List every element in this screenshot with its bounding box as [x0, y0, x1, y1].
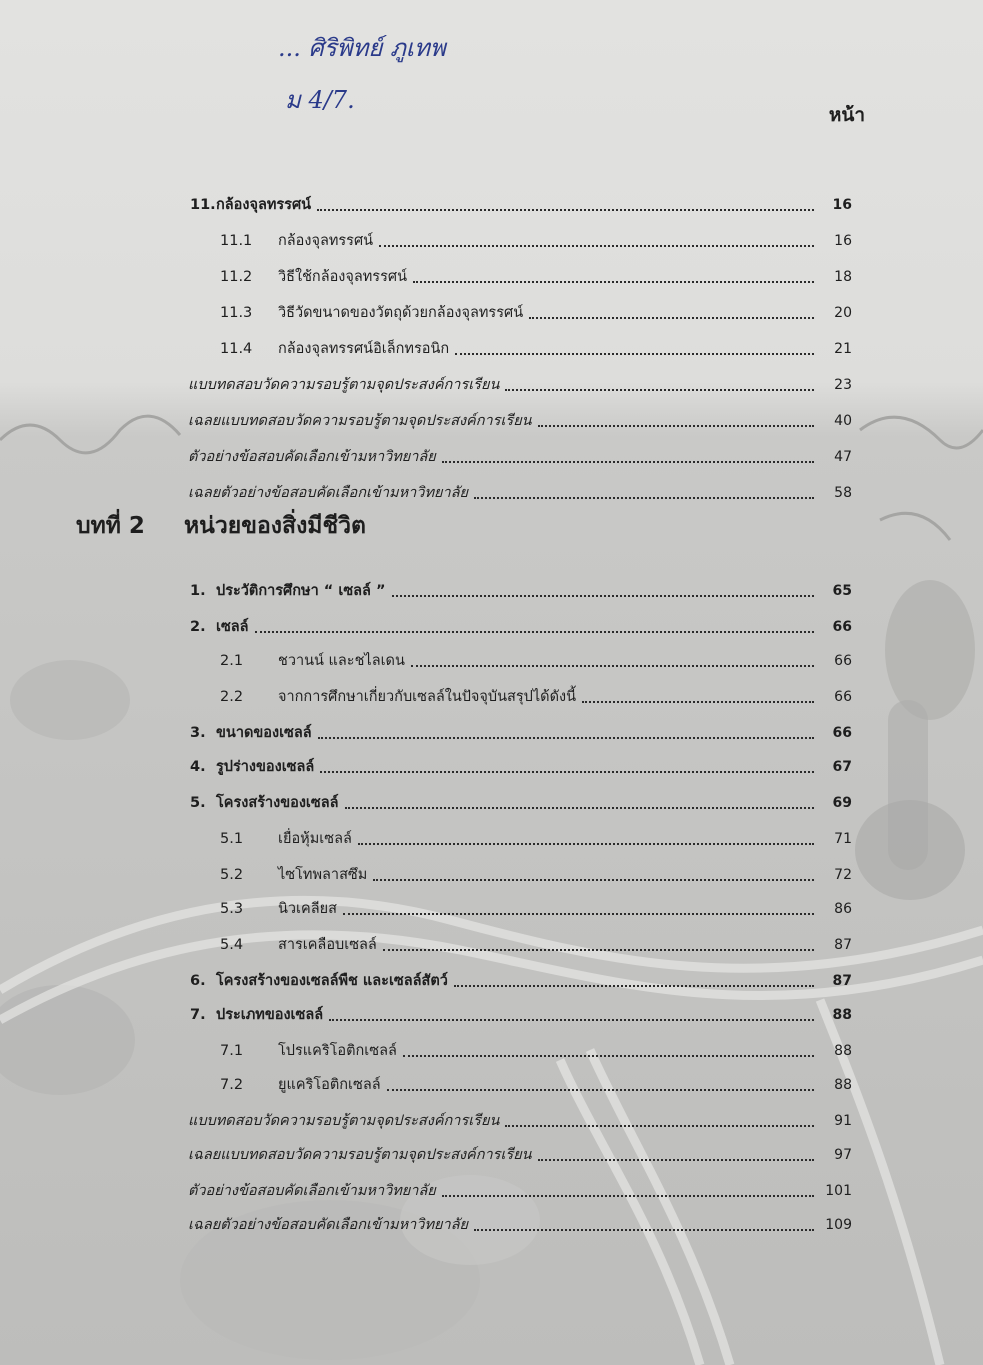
toc-entry-title: ขนาดของเซลล์: [216, 725, 312, 741]
dot-leader: [358, 840, 814, 845]
handwritten-name: ... ศิริพิทย์ ภูเทพ: [278, 34, 446, 62]
dot-leader: [474, 1226, 814, 1231]
toc-entry-number: 5.2: [220, 867, 244, 883]
toc-entry-title: เฉลยตัวอย่างข้อสอบคัดเลือกเข้ามหาวิทยาลัย: [188, 1217, 469, 1233]
dot-leader: [538, 1156, 814, 1161]
toc-entry-page: 40: [834, 413, 852, 429]
toc-entry-number: 11.3: [220, 305, 253, 321]
dot-leader: [505, 1122, 814, 1127]
toc-entry-title: โครงสร้างของเซลล์: [216, 795, 339, 811]
toc-entry-title: เฉลยแบบทดสอบวัดความรอบรู้ตามจุดประสงค์การเรียน: [188, 1147, 532, 1163]
toc-entry-number: 4.: [190, 759, 206, 775]
toc-entry-number: 2.: [190, 619, 206, 635]
toc-entry-number: 7.1: [220, 1043, 244, 1059]
toc-entry-title: แบบทดสอบวัดความรอบรู้ตามจุดประสงค์การเรียน: [188, 1113, 500, 1129]
toc-entry-title: วิธีวัดขนาดของวัตถุด้วยกล้องจุลทรรศน์: [278, 305, 524, 321]
toc-entry-number: 11.2: [220, 269, 253, 285]
toc-entry: [190, 576, 852, 600]
toc-entry: [220, 298, 852, 322]
toc-entry: [220, 1070, 852, 1094]
toc-entry-page: 69: [832, 795, 852, 811]
toc-entry: [190, 190, 852, 214]
toc-entry: [220, 262, 852, 286]
toc-entry: [220, 646, 852, 670]
dot-leader: [329, 1016, 814, 1021]
dot-leader: [387, 1086, 814, 1091]
dot-leader: [413, 278, 814, 283]
handwritten-class: ม 4/7.: [285, 86, 355, 114]
toc-entry-title: กล้องจุลทรรศน์: [278, 233, 374, 249]
toc-entry-title: ยูแคริโอติกเซลล์: [278, 1077, 381, 1093]
toc-entry-page: 87: [834, 937, 852, 953]
toc-entry-title: จากการศึกษาเกี่ยวกับเซลล์ในปัจจุบันสรุปได้ดังนี้: [278, 689, 577, 705]
toc-entry-number: 7.: [190, 1007, 206, 1023]
toc-entry: [220, 1036, 852, 1060]
toc-entry-number: 3.: [190, 725, 206, 741]
toc-entry: [190, 788, 852, 812]
toc-entry: [190, 612, 852, 636]
toc-entry: [190, 1000, 852, 1024]
toc-entry: [220, 824, 852, 848]
toc-entry-title: เยื่อหุ้มเซลล์: [278, 831, 352, 847]
toc-entry-page: 66: [834, 653, 852, 669]
toc-entry-number: 5.: [190, 795, 206, 811]
toc-entry-title: ประวัติการศึกษา “ เซลล์ ”: [216, 583, 386, 599]
toc-entry-number: 11.: [190, 197, 216, 213]
toc-entry-page: 97: [834, 1147, 852, 1163]
toc-entry-number: 2.1: [220, 653, 244, 669]
dot-leader: [392, 592, 814, 597]
toc-entry: [188, 1210, 852, 1234]
toc-entry-title: นิวเคลียส: [278, 901, 337, 917]
toc-entry-title: เซลล์: [216, 619, 249, 635]
dot-leader: [454, 982, 814, 987]
toc-entry-page: 88: [834, 1077, 852, 1093]
toc-entry-page: 71: [834, 831, 852, 847]
toc-entry-page: 88: [834, 1043, 852, 1059]
dot-leader: [582, 698, 814, 703]
toc-entry-page: 67: [832, 759, 852, 775]
dot-leader: [403, 1052, 814, 1057]
toc-entry: [220, 682, 852, 706]
dot-leader: [538, 422, 814, 427]
dot-leader: [411, 662, 814, 667]
toc-entry-title: กล้องจุลทรรศน์อิเล็กทรอนิก: [278, 341, 450, 357]
toc-entry-title: เฉลยตัวอย่างข้อสอบคัดเลือกเข้ามหาวิทยาลัย: [188, 485, 469, 501]
dot-leader: [255, 628, 814, 633]
toc-entry: [220, 226, 852, 250]
toc-entry-title: ไซโทพลาสซึม: [278, 867, 368, 883]
chapter-label: บทที่ 2: [76, 513, 145, 539]
toc-entry-title: ประเภทของเซลล์: [216, 1007, 324, 1023]
toc-entry-title: กล้องจุลทรรศน์: [216, 197, 312, 213]
toc-entry-page: 58: [834, 485, 852, 501]
dot-leader: [383, 946, 814, 951]
dot-leader: [317, 206, 814, 211]
toc-entry: [190, 966, 852, 990]
toc-entry: [220, 894, 852, 918]
dot-leader: [442, 458, 814, 463]
toc-entry-title: ชวานน์ และชไลเดน: [278, 653, 405, 669]
chapter-title: หน่วยของสิ่งมีชีวิต: [184, 513, 366, 539]
toc-entry: [188, 1140, 852, 1164]
toc-entry-page: 47: [834, 449, 852, 465]
toc-entry-page: 66: [832, 619, 852, 635]
toc-entry-page: 66: [834, 689, 852, 705]
toc-entry-number: 1.: [190, 583, 206, 599]
toc-entry: [188, 1106, 852, 1130]
toc-entry-number: 5.3: [220, 901, 244, 917]
toc-entry-title: เฉลยแบบทดสอบวัดความรอบรู้ตามจุดประสงค์การเรียน: [188, 413, 532, 429]
toc-entry-number: 11.1: [220, 233, 253, 249]
dot-leader: [318, 734, 814, 739]
toc-entry-title: แบบทดสอบวัดความรอบรู้ตามจุดประสงค์การเรียน: [188, 377, 500, 393]
toc-entry-page: 91: [834, 1113, 852, 1129]
dot-leader: [455, 350, 814, 355]
toc-entry-number: 6.: [190, 973, 206, 989]
toc-entry-page: 16: [832, 197, 852, 213]
dot-leader: [345, 804, 815, 809]
toc-entry-page: 23: [834, 377, 852, 393]
dot-leader: [379, 242, 814, 247]
toc-entry: [188, 370, 852, 394]
toc-entry: [188, 442, 852, 466]
toc-entry-number: 5.4: [220, 937, 244, 953]
toc-entry-page: 101: [825, 1183, 852, 1199]
page-column-header: หน้า: [828, 104, 865, 126]
toc-entry: [188, 1176, 852, 1200]
toc-entry-page: 21: [834, 341, 852, 357]
toc-entry-page: 66: [832, 725, 852, 741]
toc-entry: [188, 406, 852, 430]
toc-entry: [190, 752, 852, 776]
toc-entry-page: 88: [832, 1007, 852, 1023]
toc-entry: [220, 860, 852, 884]
dot-leader: [373, 876, 814, 881]
toc-entry-title: รูปร่างของเซลล์: [216, 759, 315, 775]
toc-entry: [188, 478, 852, 502]
toc-entry-number: 11.4: [220, 341, 253, 357]
toc-entry-page: 16: [834, 233, 852, 249]
dot-leader: [442, 1192, 814, 1197]
toc-entry-title: วิธีใช้กล้องจุลทรรศน์: [278, 269, 407, 285]
toc-entry-page: 18: [834, 269, 852, 285]
toc-entry: [190, 718, 852, 742]
dot-leader: [529, 314, 814, 319]
toc-entry-page: 72: [834, 867, 852, 883]
toc-entry: [220, 334, 852, 358]
dot-leader: [320, 768, 814, 773]
toc-entry-page: 86: [834, 901, 852, 917]
toc-entry-page: 87: [832, 973, 852, 989]
dot-leader: [474, 494, 814, 499]
toc-entry-title: โครงสร้างของเซลล์พืช และเซลล์สัตว์: [216, 973, 448, 989]
toc-entry-title: สารเคลือบเซลล์: [278, 937, 377, 953]
toc-entry-title: โปรแคริโอติกเซลล์: [278, 1043, 397, 1059]
dot-leader: [343, 910, 814, 915]
toc-entry-page: 65: [832, 583, 852, 599]
toc-entry-title: ตัวอย่างข้อสอบคัดเลือกเข้ามหาวิทยาลัย: [188, 449, 436, 465]
toc-entry-page: 109: [825, 1217, 852, 1233]
toc-entry: [220, 930, 852, 954]
toc-entry-number: 7.2: [220, 1077, 244, 1093]
toc-entry-number: 5.1: [220, 831, 244, 847]
dot-leader: [505, 386, 814, 391]
toc-entry-number: 2.2: [220, 689, 244, 705]
toc-entry-page: 20: [834, 305, 852, 321]
toc-entry-title: ตัวอย่างข้อสอบคัดเลือกเข้ามหาวิทยาลัย: [188, 1183, 436, 1199]
